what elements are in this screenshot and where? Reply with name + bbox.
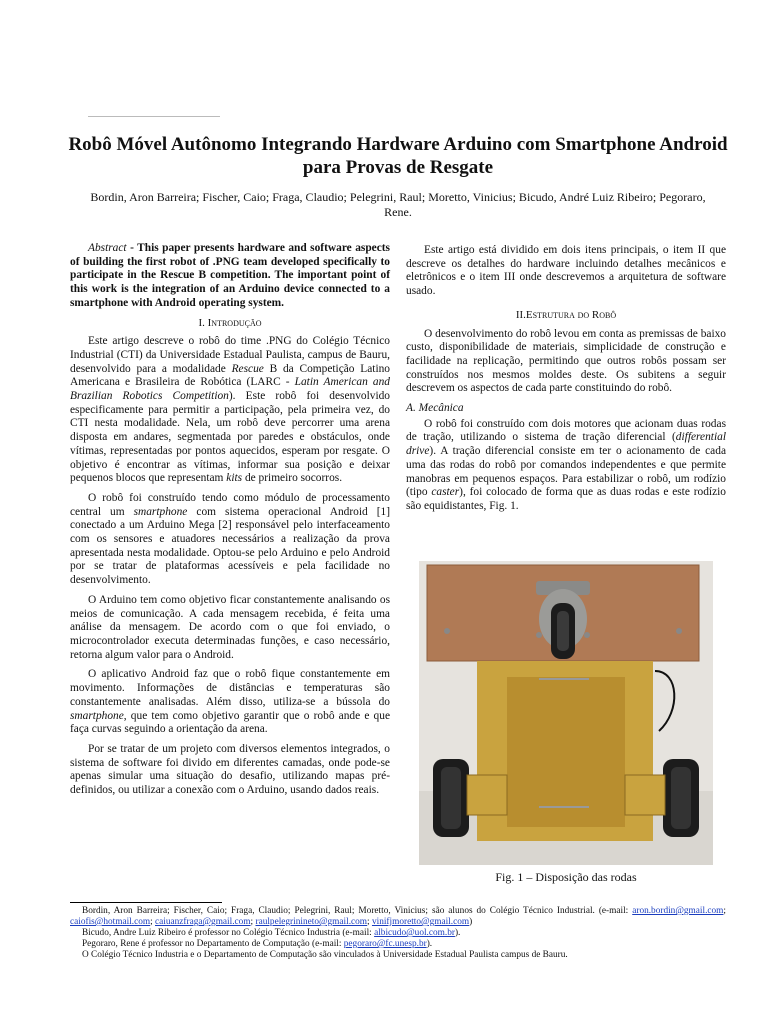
robot-photo xyxy=(419,561,713,865)
email-link[interactable]: caiofis@hotmail.com xyxy=(70,917,151,927)
section-heading-structure xyxy=(406,309,726,323)
header-rule xyxy=(88,116,220,117)
intro-paragraph-3: O Arduino tem como objetivo ficar constantemente analisando os meios de comunicação. A cada mensagem recebida, é feita uma análise da mensagem. De acordo com o que foi enviado, o microcontrolador executa determinadas funções, e caso necessário, retorna algum valor para o Android. xyxy=(70,593,390,661)
structure-paragraph: O desenvolvimento do robô levou em conta as premissas de baixo custo, disponibilidade de materiais, simplicidade de construção e facilidade na replicação, permitindo que outros robôs possam ser construídos nos mesmos moldes deste. Os subitens a seguir descrevem os aspectos de cada parte constituindo do robô. xyxy=(406,327,726,395)
right-column xyxy=(406,244,726,520)
footnote-authors: Bordin, Aron Barreira; Fischer, Caio; Fraga, Claudio; Pelegrini, Raul; Moretto, Vinicius; são alunos do Colégio Técnico Industrial. (e-mail: aron.bordin@gmail.com; caiofis@hotmail.com; caiuanzfraga@gmail.com; raulpelegrinineto@gmail.com; vinifjmoretto@gmail.com) xyxy=(70,906,726,927)
email-link[interactable]: raulpelegrinineto@gmail.com xyxy=(255,917,368,927)
footnote-bicudo: Bicudo, Andre Luiz Ribeiro é professor no Colégio Técnico Industria (e-mail: albicudo@uol.com.br). xyxy=(82,928,461,938)
outline-paragraph: Este artigo está dividido em dois itens principais, o item II que descreve os detalhes do hardware incluindo detalhes mecânicos e eletrônicos e o item III onde descrevemos a arquitetura de software usado. xyxy=(406,244,726,298)
intro-paragraph-4: O aplicativo Android faz que o robô fique constantemente em movimento. Informações de distâncias e temperaturas são constantemente analisadas. Além disso, utiliza-se a bússola do smartphone, que tem como objetivo garantir que o robô ande e que faça curvas seguindo a orientação da arena. xyxy=(70,668,390,736)
intro-paragraph-1: Este artigo descreve o robô do time .PNG do Colégio Técnico Industrial (CTI) da Universidade Estadual Paulista, campus de Bauru, desenvolvido para a modalidade Rescue B da Competição Latino Americana e Brasileira de Robótica (LARC - Latin American and Brazilian Robotics Competition). Este robô foi desenvolvido especificamente para permitir a participação, pela primeira vez, do CTI nesta modalidade. Nela, um robô deve percorrer uma arena disposta em andares, segmentada por paredes e obstáculos, onde vítimas, representadas por pontos aquecidos, esperam por resgate. O objetivo é encontrar as vítimas, informar sua posição e deixar pequenos blocos que representam kits de primeiro socorros. xyxy=(70,335,391,485)
section-heading-introduction xyxy=(70,317,390,331)
section-number: II. xyxy=(515,308,526,321)
intro-paragraph-5: Por se tratar de um projeto com diversos elementos integrados, o sistema de software foi divido em diferentes camadas, onde pode-se apenas simular uma situação do desafio, utilizando mapas pré-definidos, ou utilizar a conexão com o Arduino, usando dados reais. xyxy=(70,742,390,797)
left-column xyxy=(70,242,390,804)
footnotes xyxy=(70,906,726,961)
email-link[interactable]: aron.bordin@gmail.com xyxy=(632,906,724,916)
section-number: I. xyxy=(198,316,205,329)
footnote-institution: O Colégio Técnico Industria e o Departamento de Computação são vinculados à Universidade Estadual Paulista campus de Bauru. xyxy=(82,950,568,960)
section-title: Estrutura do Robô xyxy=(525,308,617,321)
email-link[interactable]: caiuanzfraga@gmail.com xyxy=(155,917,251,927)
email-link[interactable]: pegoraro@fc.unesp.br xyxy=(343,939,427,949)
section-title: Introdução xyxy=(207,316,262,329)
abstract xyxy=(70,242,390,311)
abstract-label: Abstract xyxy=(88,242,127,254)
abstract-text: - This paper presents hardware and software aspects of building the first robot of .PNG team developed specifically to participate in the Rescue B competition. The important point of this work is the integration of an Arduino device connected to a smartphone with Android operating system. xyxy=(70,242,390,309)
figure-caption: Fig. 1 – Disposição das rodas xyxy=(495,870,637,884)
footnote-rule xyxy=(70,902,222,903)
email-link[interactable]: albicudo@uol.com.br xyxy=(374,928,455,938)
subsection-heading-mechanics: A. Mecânica xyxy=(406,402,464,415)
intro-paragraph-2: O robô foi construído tendo como módulo de processamento central um smartphone com sistema operacional Android [1] conectado a um Arduino Mega [2] responsável pelo interfaceamento com os sensores e atuadores necessários a realização da prova apresentada nesta modalidade. Optou-se pelo Arduino e pelo Android por se tratar de plataformas acessíveis e pela facilidade no desenvolvimento. xyxy=(70,491,390,587)
email-link[interactable]: vinifjmoretto@gmail.com xyxy=(371,917,470,927)
footnote-pegoraro: Pegoraro, Rene é professor no Departamento de Computação (e-mail: pegoraro@fc.unesp.br). xyxy=(82,939,433,949)
author-list: Bordin, Aron Barreira; Fischer, Caio; Fraga, Claudio; Pelegrini, Raul; Moretto, Vinicius; Bicudo, André Luiz Ribeiro; Pegoraro, Rene. xyxy=(90,190,706,219)
mechanics-paragraph: O robô foi construído com dois motores que acionam duas rodas de tração, utilizando o sistema de tração diferencial (differential drive). A tração diferencial consiste em ter o acionamento de cada uma das rodas do robô por comandos independentes e que permite manobras em pequenos espaços. Para estabilizar o robô, um rodízio (tipo caster), foi colocado de forma que as duas rodas e este rodízio são equidistantes, Fig. 1. xyxy=(406,417,726,512)
paper-title: Robô Móvel Autônomo Integrando Hardware Arduino com Smartphone Android para Provas de Resgate xyxy=(68,134,728,178)
